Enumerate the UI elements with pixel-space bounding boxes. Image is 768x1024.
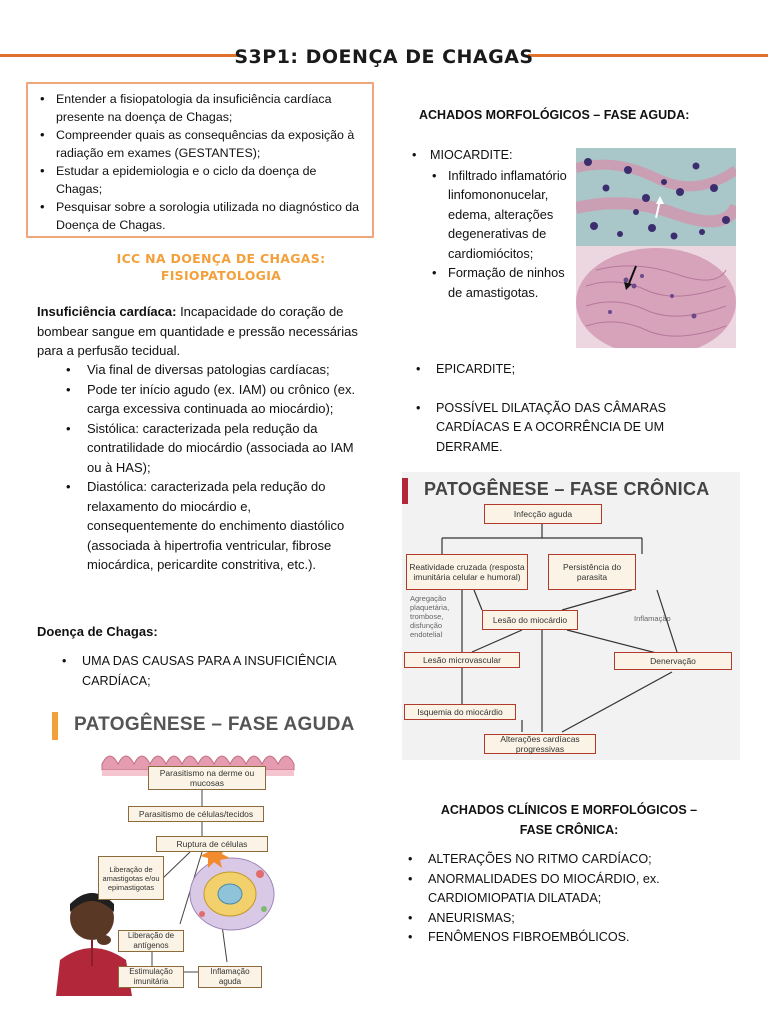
miocardite-label-row (410, 146, 570, 166)
ic-definition (37, 302, 359, 361)
bullet-icon: • (412, 148, 417, 162)
ic-characteristic-item: • Via final de diversas patologias cardíacas; (64, 360, 364, 380)
box-inflamacao: Inflamação aguda (198, 966, 262, 988)
achados-cronica-heading-line1: ACHADOS CLÍNICOS E MORFOLÓGICOS – (440, 803, 698, 817)
chagas-list (60, 652, 360, 691)
ic-characteristic-item: • Diastólica: caracterizada pela redução do relaxamento do miocárdio e, consequentemente do enchimento diastólico (associada à hipertrofia ventricular, fibrose miocárdica, pericardite constritiva, etc.). (64, 477, 364, 575)
objectives-list (36, 90, 362, 234)
chagas-item: • UMA DAS CAUSAS PARA A INSUFICIÊNCIA CARDÍACA; (60, 652, 360, 691)
box-alteracoes-cardiacas: Alterações cardíacas progressivas (484, 734, 596, 754)
fase-aguda-diagram (52, 704, 372, 996)
box-denervacao: Denervação (614, 652, 732, 670)
histology-image-top (576, 148, 736, 246)
icc-heading-line1: ICC NA DOENÇA DE CHAGAS: (116, 251, 326, 266)
miocardite-item: • Infiltrado inflamatório linfomononucelar, edema, alterações degenerativas de cardiomiócitos; (430, 166, 576, 264)
histology-image-bottom (576, 246, 736, 348)
achado-cronica-item: • FENÔMENOS FIBROEMBÓLICOS. (406, 928, 706, 948)
inflamacao-label: Inflamação (634, 614, 671, 623)
objective-item: • Entender a fisiopatologia da insuficiência cardíaca presente na doença de Chagas; (36, 90, 362, 126)
objective-item: • Compreender quais as consequências da exposição à radiação em exames (GESTANTES); (36, 126, 362, 162)
box-estimulacao: Estimulação imunitária (118, 966, 184, 988)
ic-characteristic-item: • Pode ter início agudo (ex. IAM) ou crônico (ex. carga excessiva continuada ao miocárdio); (64, 380, 364, 419)
fase-cronica-title: PATOGÊNESE – FASE CRÔNICA (424, 479, 710, 499)
achado-item: • EPICARDITE; (414, 360, 714, 380)
box-lesao-miocardio: Lesão do miocárdio (482, 610, 578, 630)
achados-cronica-list (406, 850, 706, 948)
box-parasitismo-derme: Parasitismo na derme ou mucosas (148, 766, 266, 790)
achados-cronica-heading (404, 800, 734, 840)
achado-item: • POSSÍVEL DILATAÇÃO DAS CÂMARAS CARDÍACAS E A OCORRÊNCIA DE UM DERRAME. (414, 399, 714, 458)
achados-cronica-heading-line2: FASE CRÔNICA: (519, 823, 619, 837)
box-persistencia-parasita: Persistência do parasita (548, 554, 636, 590)
page-title: S3P1: DOENÇA DE CHAGAS (234, 46, 534, 68)
chagas-heading: Doença de Chagas: (37, 624, 158, 639)
achado-cronica-item: • ANEURISMAS; (406, 909, 706, 929)
fase-cronica-diagram (402, 472, 740, 760)
achado-cronica-item: • ALTERAÇÕES NO RITMO CARDÍACO; (406, 850, 706, 870)
ic-characteristic-item: • Sistólica: caracterizada pela redução da contratilidade do miocárdio (associada ao IAM ou à HAS); (64, 419, 364, 478)
ic-characteristics-list (64, 360, 364, 575)
box-liberacao-amastigotas: Liberação de amastigotas e/ou epimastigotas (98, 856, 164, 900)
box-liberacao-antigenos: Liberação de antígenos (118, 930, 184, 952)
icc-heading-line2: FISIOPATOLOGIA (160, 268, 282, 283)
icc-heading (36, 250, 406, 284)
objective-item: • Estudar a epidemiologia e o ciclo da doença de Chagas; (36, 162, 362, 198)
ic-definition-term: Insuficiência cardíaca: (37, 304, 177, 319)
box-lesao-microvascular: Lesão microvascular (404, 652, 520, 668)
achados-aguda-list (414, 360, 714, 457)
miocardite-block (410, 146, 570, 302)
miocardite-item: • Formação de ninhos de amastigotas. (430, 263, 576, 302)
box-infeccao-aguda: Infecção aguda (484, 504, 602, 524)
objectives-box (26, 82, 374, 238)
miocardite-list (430, 166, 576, 303)
objective-item: • Pesquisar sobre a sorologia utilizada no diagnóstico da Doença de Chagas. (36, 198, 362, 234)
ic-definition-text: Incapacidade do coração de bombear sangue em quantidade e pressão necessárias para a perfusão tecidual. (37, 304, 358, 358)
box-reatividade-cruzada: Reatividade cruzada (resposta imunitária celular e humoral) (406, 554, 528, 590)
side-note: Agregação plaquetária, trombose, disfunção endotelial (410, 594, 450, 639)
box-parasitismo-celulas: Parasitismo de células/tecidos (128, 806, 264, 822)
fase-aguda-title: PATOGÊNESE – FASE AGUDA (74, 714, 355, 735)
box-isquemia: Isquemia do miocárdio (404, 704, 516, 720)
miocardite-label: MIOCARDITE: (430, 148, 513, 162)
achado-cronica-item: • ANORMALIDADES DO MIOCÁRDIO, ex. CARDIOMIOPATIA DILATADA; (406, 870, 706, 909)
achados-aguda-heading: ACHADOS MORFOLÓGICOS – FASE AGUDA: (419, 108, 690, 122)
box-ruptura: Ruptura de células (156, 836, 268, 852)
